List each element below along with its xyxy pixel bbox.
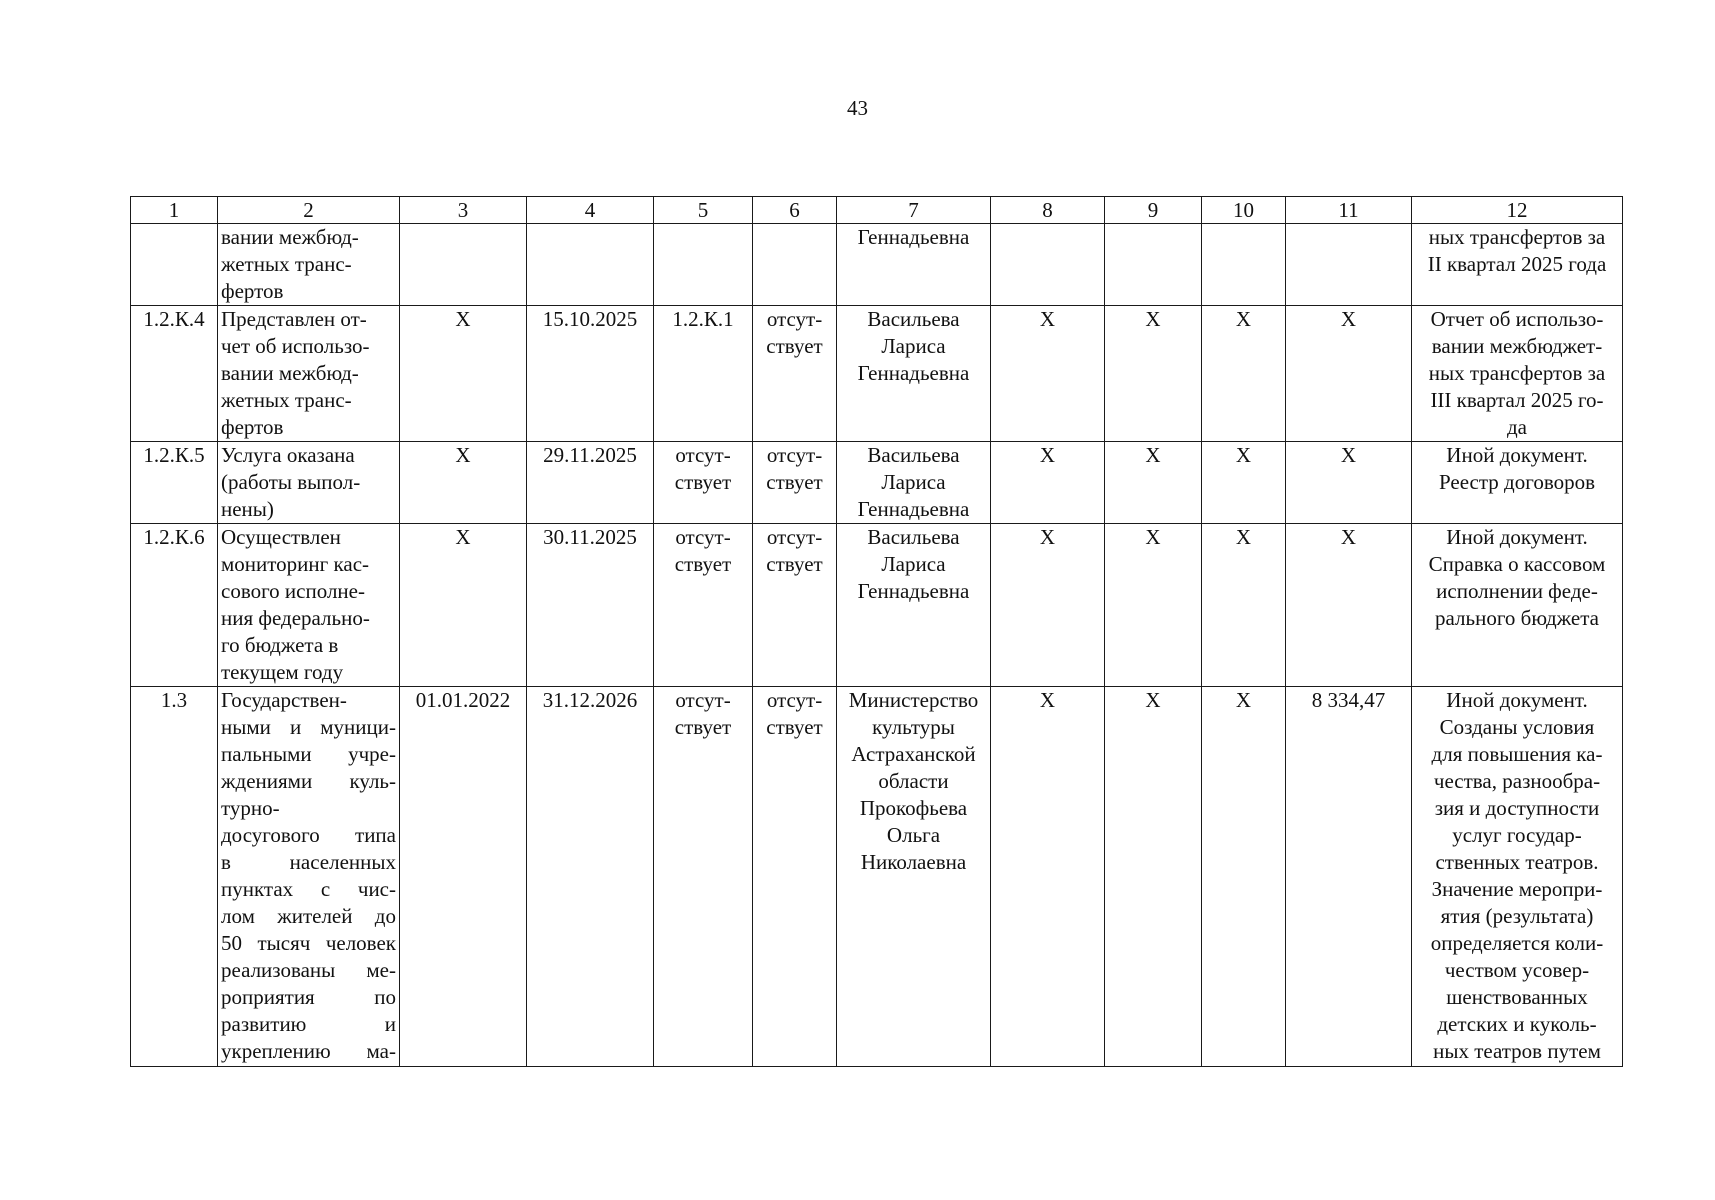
cell-col10: X xyxy=(1202,306,1286,442)
cell-col8: X xyxy=(991,306,1105,442)
cell-start-date: X xyxy=(400,524,527,687)
cell-col8 xyxy=(991,224,1105,306)
column-header: 7 xyxy=(837,197,991,224)
cell-col9: X xyxy=(1105,306,1202,442)
cell-number: 1.3 xyxy=(131,687,218,1067)
text-line: досугового типа xyxy=(221,823,396,847)
cell-number: 1.2.К.4 xyxy=(131,306,218,442)
text-line: 50 тысяч человек xyxy=(221,931,396,955)
cell-predecessor xyxy=(654,224,753,306)
column-header: 3 xyxy=(400,197,527,224)
cell-responsible: Васильева Лариса Геннадьевна xyxy=(837,524,991,687)
text-line: лом жителей до xyxy=(221,904,396,928)
page-number: 43 xyxy=(847,96,868,120)
table-row xyxy=(131,306,1623,442)
cell-document: Иной документ. Реестр договоров xyxy=(1412,442,1623,524)
cell-col9: X xyxy=(1105,687,1202,1067)
cell-end-date: 29.11.2025 xyxy=(527,442,654,524)
cell-number: 1.2.К.6 xyxy=(131,524,218,687)
cell-start-date: X xyxy=(400,442,527,524)
cell-result-name xyxy=(218,687,400,1067)
cell-follower: отсут- ствует xyxy=(753,442,837,524)
text-line: пунктах с чис- xyxy=(221,877,396,901)
cell-follower: отсут- ствует xyxy=(753,524,837,687)
cell-end-date: 31.12.2026 xyxy=(527,687,654,1067)
table-row xyxy=(131,687,1623,1067)
text-line: Государствен- xyxy=(221,688,347,712)
cell-col8: X xyxy=(991,687,1105,1067)
header-row xyxy=(131,197,1623,224)
table-row xyxy=(131,524,1623,687)
cell-col11 xyxy=(1286,224,1412,306)
cell-col10 xyxy=(1202,224,1286,306)
column-header: 6 xyxy=(753,197,837,224)
cell-start-date xyxy=(400,224,527,306)
table-row xyxy=(131,224,1623,306)
cell-predecessor: отсут- ствует xyxy=(654,442,753,524)
cell-document: Иной документ. Справка о кассовом исполнении феде- рального бюджета xyxy=(1412,524,1623,687)
cell-document: ных трансфертов за II квартал 2025 года xyxy=(1412,224,1623,306)
cell-responsible: Геннадьевна xyxy=(837,224,991,306)
cell-responsible: Васильева Лариса Геннадьевна xyxy=(837,442,991,524)
report-table xyxy=(130,196,1623,1067)
cell-responsible: Васильева Лариса Геннадьевна xyxy=(837,306,991,442)
cell-end-date: 30.11.2025 xyxy=(527,524,654,687)
cell-result-name: вании межбюд- жетных транс- фертов xyxy=(218,224,400,306)
cell-responsible: Министерство культуры Астраханской области Прокофьева Ольга Николаевна xyxy=(837,687,991,1067)
column-header: 5 xyxy=(654,197,753,224)
text-line: турно- xyxy=(221,796,280,820)
cell-col9 xyxy=(1105,224,1202,306)
cell-predecessor: отсут- ствует xyxy=(654,687,753,1067)
text-line: укреплению ма- xyxy=(221,1039,396,1063)
cell-follower xyxy=(753,224,837,306)
cell-end-date: 15.10.2025 xyxy=(527,306,654,442)
cell-number: 1.2.К.5 xyxy=(131,442,218,524)
cell-col10: X xyxy=(1202,442,1286,524)
cell-result-name: Представлен от- чет об использо- вании межбюд- жетных транс- фертов xyxy=(218,306,400,442)
cell-follower: отсут- ствует xyxy=(753,306,837,442)
cell-number xyxy=(131,224,218,306)
cell-col11: X xyxy=(1286,306,1412,442)
text-line: реализованы ме- xyxy=(221,958,396,982)
cell-predecessor: 1.2.К.1 xyxy=(654,306,753,442)
cell-follower: отсут- ствует xyxy=(753,687,837,1067)
column-header: 10 xyxy=(1202,197,1286,224)
cell-col9: X xyxy=(1105,442,1202,524)
cell-col10: X xyxy=(1202,524,1286,687)
column-header: 11 xyxy=(1286,197,1412,224)
cell-start-date: X xyxy=(400,306,527,442)
column-header: 8 xyxy=(991,197,1105,224)
column-header: 12 xyxy=(1412,197,1623,224)
cell-document: Отчет об использо- вании межбюджет- ных трансфертов за III квартал 2025 го- да xyxy=(1412,306,1623,442)
cell-col11: 8 334,47 xyxy=(1286,687,1412,1067)
text-line: ждениями куль- xyxy=(221,769,396,793)
text-line: в населенных xyxy=(221,850,396,874)
text-line: развитию и xyxy=(221,1012,396,1036)
text-line: пальными учре- xyxy=(221,742,396,766)
cell-col8: X xyxy=(991,442,1105,524)
column-header: 1 xyxy=(131,197,218,224)
cell-col9: X xyxy=(1105,524,1202,687)
cell-col10: X xyxy=(1202,687,1286,1067)
cell-end-date xyxy=(527,224,654,306)
cell-result-name: Осуществлен мониторинг кас- сового исполне- ния федерально- го бюджета в текущем году xyxy=(218,524,400,687)
cell-col8: X xyxy=(991,524,1105,687)
cell-document: Иной документ. Созданы условия для повышения ка- чества, разнообра- зия и доступности услуг государ- ственных театров. Значение меропри- ятия (результата) определяется коли- чеством усовер- шенствованных детских и куколь- ных театров путем xyxy=(1412,687,1623,1067)
cell-predecessor: отсут- ствует xyxy=(654,524,753,687)
text-line: ными и муници- xyxy=(221,715,396,739)
cell-result-name: Услуга оказана (работы выпол- нены) xyxy=(218,442,400,524)
cell-col11: X xyxy=(1286,524,1412,687)
column-header: 4 xyxy=(527,197,654,224)
column-header: 9 xyxy=(1105,197,1202,224)
cell-start-date: 01.01.2022 xyxy=(400,687,527,1067)
text-line: роприятия по xyxy=(221,985,396,1009)
cell-col11: X xyxy=(1286,442,1412,524)
column-header: 2 xyxy=(218,197,400,224)
table-row xyxy=(131,442,1623,524)
